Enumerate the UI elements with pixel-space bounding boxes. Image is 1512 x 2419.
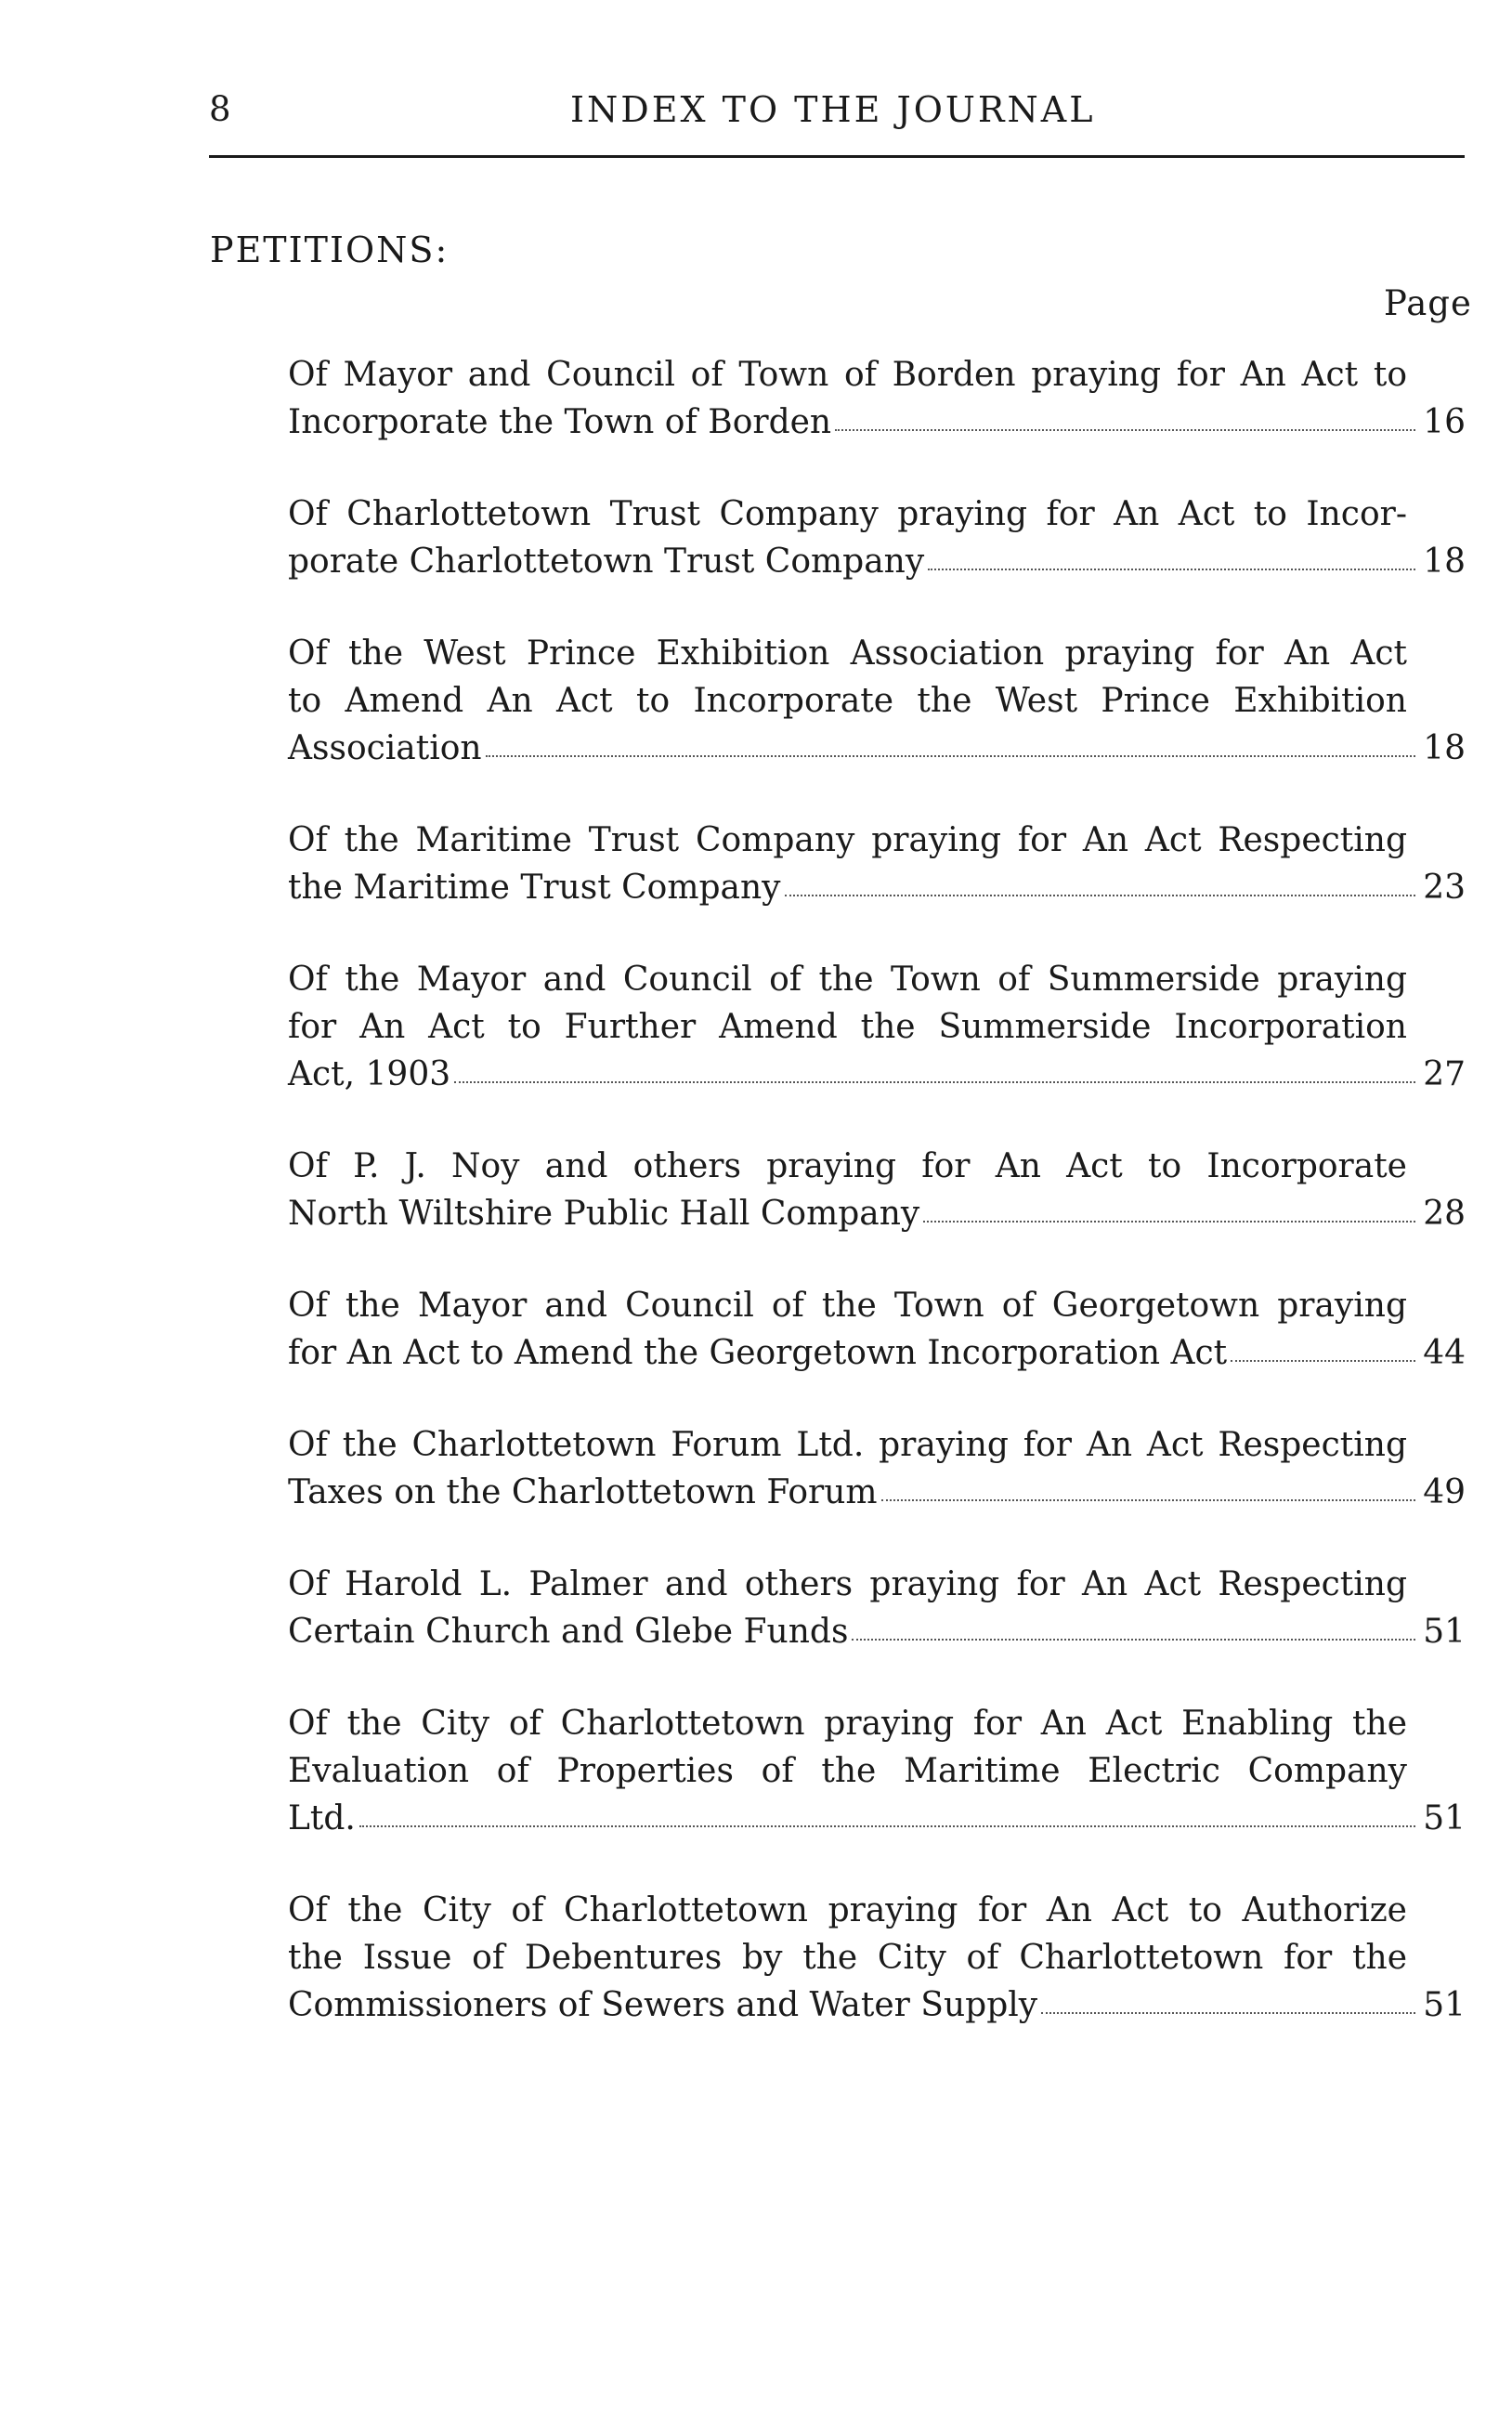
page-header	[209, 89, 1465, 145]
entry-last-line	[288, 725, 1466, 772]
entry-text-line: Of P. J. Noy and others praying for An Act to Incorporate	[288, 1147, 1407, 1185]
entry-page-number: 18	[1423, 729, 1466, 767]
dot-leader	[1041, 2011, 1415, 2014]
entry-last-line	[288, 1469, 1466, 1516]
entry-text-line: to Amend An Act to Incorporate the West Prince Exhibition	[288, 682, 1407, 720]
entry-text-line: Evaluation of Properties of the Maritime Electric Company	[288, 1752, 1407, 1790]
index-entry	[288, 1561, 1466, 1655]
entry-page-number: 51	[1423, 1613, 1466, 1651]
entry-text-line: Of the Mayor and Council of the Town of Summerside praying	[288, 961, 1407, 999]
dot-leader	[454, 1080, 1415, 1083]
petition-entries-list	[288, 351, 1466, 2073]
entry-text-line: Of the City of Charlottetown praying for An Act to Authorize	[288, 1891, 1407, 1929]
entry-page-number: 49	[1423, 1473, 1466, 1511]
entry-text-line: Of Harold L. Palmer and others praying for An Act Respecting	[288, 1565, 1407, 1603]
entry-text-line: the Maritime Trust Company	[288, 869, 781, 907]
running-title: INDEX TO THE JOURNAL	[570, 89, 1096, 130]
entry-last-line	[288, 1329, 1466, 1377]
dot-leader	[486, 754, 1415, 757]
entry-page-number: 51	[1423, 1799, 1466, 1837]
entry-text-line: Of the West Prince Exhibition Association praying for An Act	[288, 634, 1407, 673]
entry-text-line: porate Charlottetown Trust Company	[288, 543, 925, 581]
index-entry	[288, 1421, 1466, 1516]
entry-text-line: the Issue of Debentures by the City of Charlottetown for the	[288, 1939, 1407, 1977]
entry-page-number: 51	[1423, 1986, 1466, 2024]
entry-text-line: Of the Maritime Trust Company praying for An Act Respecting	[288, 821, 1407, 859]
index-entry	[288, 351, 1466, 446]
entry-text-line: Incorporate the Town of Borden	[288, 403, 832, 441]
entry-text-line: Of the Charlottetown Forum Ltd. praying for An Act Respecting	[288, 1426, 1407, 1464]
entry-text-line: North Wiltshire Public Hall Company	[288, 1195, 920, 1233]
entry-last-line	[288, 864, 1466, 911]
index-entry	[288, 1700, 1466, 1842]
entry-text-line: Of the Mayor and Council of the Town of Georgetown praying	[288, 1287, 1407, 1325]
entry-text-line: for An Act to Further Amend the Summerside Incorporation	[288, 1008, 1407, 1046]
entry-last-line	[288, 1190, 1466, 1237]
entry-text-line: Of the City of Charlottetown praying for An Act Enabling the	[288, 1705, 1407, 1743]
entry-page-number: 44	[1423, 1334, 1466, 1372]
entry-last-line	[288, 1051, 1466, 1098]
entry-last-line	[288, 1795, 1466, 1842]
entry-last-line	[288, 399, 1466, 446]
entry-text-line: Taxes on the Charlottetown Forum	[288, 1473, 878, 1511]
entry-last-line	[288, 1608, 1466, 1655]
index-entry	[288, 817, 1466, 911]
entry-text-line: Commissioners of Sewers and Water Supply	[288, 1986, 1038, 2024]
entry-page-number: 16	[1423, 403, 1466, 441]
page-column-label: Page	[1384, 283, 1472, 323]
dot-leader	[928, 568, 1415, 570]
dot-leader	[1231, 1359, 1415, 1362]
entry-text-line: Association	[288, 729, 482, 767]
index-entry	[288, 630, 1466, 772]
entry-last-line	[288, 1981, 1466, 2029]
dot-leader	[785, 894, 1416, 896]
entry-page-number: 23	[1423, 869, 1466, 907]
entry-text-line: Of Charlottetown Trust Company praying for An Act to Incor-	[288, 495, 1407, 533]
index-entry	[288, 956, 1466, 1098]
index-entry	[288, 1143, 1466, 1237]
entry-last-line	[288, 538, 1466, 585]
section-heading: PETITIONS:	[210, 229, 450, 270]
entry-page-number: 18	[1423, 543, 1466, 581]
entry-text-line: Act, 1903	[288, 1055, 451, 1093]
entry-text-line: Certain Church and Glebe Funds	[288, 1613, 849, 1651]
entry-text-line: Ltd.	[288, 1799, 356, 1837]
index-entry	[288, 490, 1466, 585]
entry-text-line: for An Act to Amend the Georgetown Incorporation Act	[288, 1334, 1228, 1372]
index-entry	[288, 1282, 1466, 1377]
header-rule	[209, 155, 1465, 158]
dot-leader	[852, 1638, 1415, 1641]
dot-leader	[881, 1498, 1415, 1501]
entry-text-line: Of Mayor and Council of Town of Borden praying for An Act to	[288, 356, 1407, 394]
page-number: 8	[209, 89, 232, 129]
entry-page-number: 28	[1423, 1195, 1466, 1233]
dot-leader	[923, 1220, 1415, 1223]
index-entry	[288, 1887, 1466, 2029]
dot-leader	[359, 1824, 1415, 1827]
dot-leader	[835, 428, 1415, 431]
entry-page-number: 27	[1423, 1055, 1466, 1093]
